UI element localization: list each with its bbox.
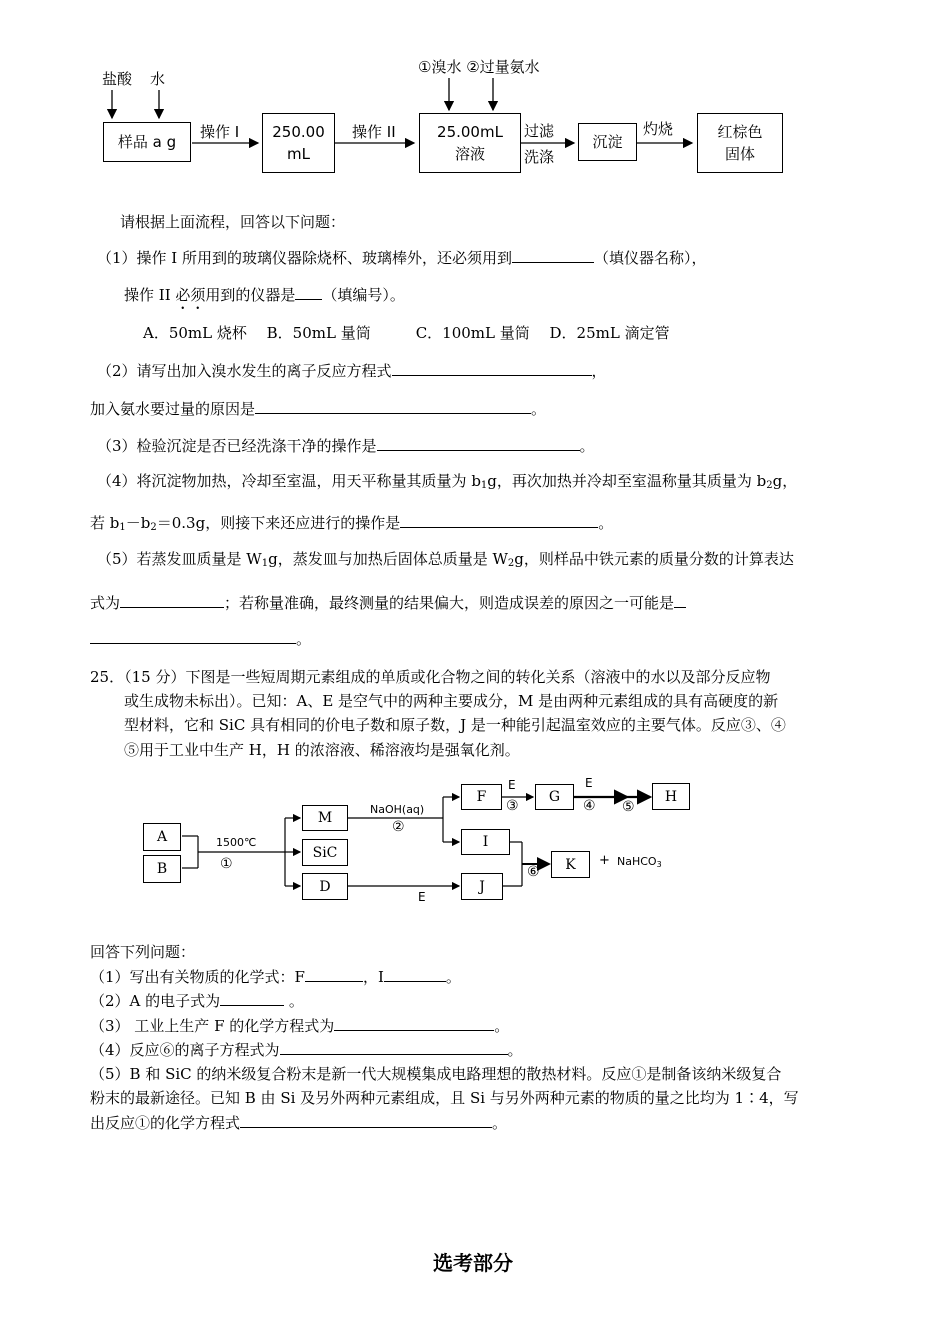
reaction-2-label: ②: [392, 819, 405, 835]
node-b: B: [143, 855, 181, 883]
q25-line3: 型材料，它和 SiC 具有相同的价电子数和原子数，J 是一种能引起温室效应的主要气体。反应③、④: [124, 716, 786, 734]
node-d: D: [302, 873, 348, 900]
volume-250-box: 250.00 mL: [262, 113, 335, 173]
q24-intro: 请根据上面流程，回答以下问题：: [120, 213, 346, 231]
node-f: F: [461, 784, 502, 810]
node-sic: SiC: [302, 839, 348, 866]
reaction-1-label: ①: [220, 856, 233, 872]
sample-box: 样品 a g: [103, 122, 191, 162]
node-g: G: [535, 784, 574, 810]
reaction-6-label: ⑥: [527, 864, 540, 880]
op1-label: 操作 I: [200, 123, 240, 141]
q24-part5-line1: （5）若蒸发皿质量是 $W_1g$，蒸发皿与加热后固体总质量是 $W_2g$，则样品中铁元素的质量分数的计算表达: [97, 550, 794, 569]
burn-label: 灼烧: [643, 120, 674, 138]
temp-1500-label: 1500℃: [216, 836, 257, 849]
precipitate-box: 沉淀: [578, 123, 637, 161]
q24-options: A．50mL 烧杯 B．50mL 量筒 C．100mL 量筒 D．25mL 滴定管: [143, 324, 670, 342]
node-h: H: [652, 783, 690, 810]
reaction-3-label: ③: [506, 798, 519, 814]
q24-part3: （3）检验沉淀是否已经洗涤干净的操作是 。: [97, 437, 595, 455]
reaction-5-label: ⑤: [622, 799, 635, 815]
q24-part4-line2: 若 $b_1-b_2=0.3g$，则接下来还应进行的操作是 。: [90, 514, 614, 533]
q25-sub5-line3: 出反应①的化学方程式 。: [90, 1114, 508, 1132]
naoh-label: NaOH(aq): [370, 803, 425, 816]
e-label-3: E: [418, 890, 426, 904]
q24-part1-line2: 操作 II 必须用到的仪器是 （填编号）。: [124, 286, 405, 304]
nahco3-label: NaHCO3: [617, 855, 662, 869]
q25-sub3: （3） 工业上生产 F 的化学方程式为 。: [90, 1017, 510, 1035]
water-label: 水: [150, 70, 166, 88]
reaction-4-label: ④: [583, 798, 596, 814]
node-j: J: [461, 873, 503, 900]
q24-part5-line2: 式为 ；若称量准确，最终测量的结果偏大，则造成误差的原因之一可能是: [90, 592, 686, 613]
q24-part2-line2: 加入氨水要过量的原因是 。: [90, 400, 547, 418]
e-label-2: E: [585, 776, 593, 790]
node-i: I: [461, 829, 510, 855]
q25-line4: ⑤用于工业中生产 H，H 的浓溶液、稀溶液均是强氧化剂。: [124, 741, 520, 759]
q25-sub2: （2）A 的电子式为 。: [90, 992, 304, 1010]
solution-25-box: 25.00mL 溶液: [419, 113, 521, 173]
red-brown-solid-box: 红棕色 固体: [697, 113, 783, 173]
q25-line2: 或生成物未标出）。已知：A、E 是空气中的两种主要成分，M 是由两种元素组成的具有高硬度的新: [124, 692, 779, 710]
q25-sub1: （1）写出有关物质的化学式：F ，I 。: [90, 968, 461, 986]
top-reagents-label: ①溴水 ②过量氨水: [418, 58, 540, 76]
filter-label: 过滤: [524, 122, 555, 140]
q24-part5-line3: 。: [90, 628, 311, 649]
e-label-1: E: [508, 778, 516, 792]
node-k: K: [551, 851, 590, 878]
q25-answer-intro: 回答下列问题：: [90, 943, 196, 961]
q25-sub4: （4）反应⑥的离子方程式为 。: [90, 1041, 523, 1059]
q25-head: 25．（15 分）下图是一些短周期元素组成的单质或化合物之间的转化关系（溶液中的水以及部分反应物: [90, 668, 771, 686]
node-m: M: [302, 805, 348, 831]
q25-sub5-line2: 粉末的最新途径。已知 B 由 Si 及另外两种元素组成，且 Si 与另外两种元素的物质的量之比均为 1∶4，写: [90, 1089, 799, 1107]
q24-part1-line1: （1）操作 I 所用到的玻璃仪器除烧杯、玻璃棒外，还必须用到 （填仪器名称），: [97, 249, 707, 267]
q24-part4-line1: （4）将沉淀物加热，冷却至室温，用天平称量其质量为 $b_1g$，再次加热并冷却至室温称量其质量为 $b_2g$，: [97, 472, 798, 491]
section-title: 选考部分: [433, 1251, 513, 1275]
wash-label: 洗涤: [524, 148, 555, 166]
node-a: A: [143, 823, 181, 851]
plus-sign: +: [599, 853, 610, 868]
q24-part2-line1: （2）请写出加入溴水发生的离子反应方程式 ，: [97, 362, 607, 380]
q25-sub5-line1: （5）B 和 SiC 的纳米级复合粉末是新一代大规模集成电路理想的散热材料。反应①是制备该纳米级复合: [90, 1065, 782, 1083]
hcl-label: 盐酸: [102, 70, 133, 88]
op2-label: 操作 II: [352, 123, 396, 141]
